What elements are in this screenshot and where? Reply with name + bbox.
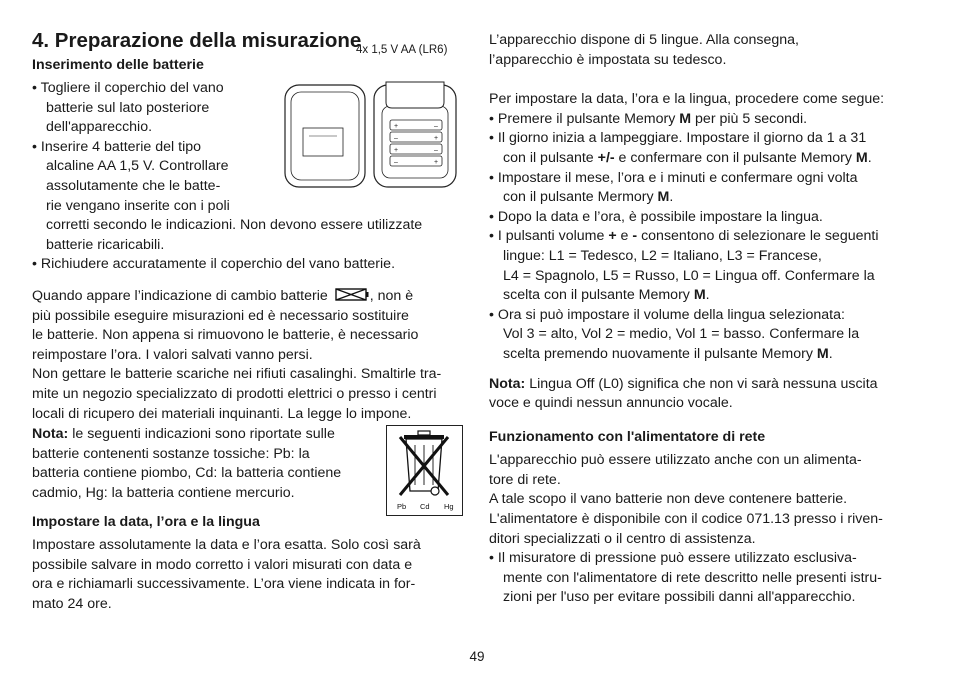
svg-text:–: – — [434, 123, 438, 130]
bin-label-hg: Hg — [444, 502, 454, 511]
step-4: • Dopo la data e l’ora, è possibile impostare la lingua. — [489, 208, 823, 225]
right-column: L’apparecchio dispone di 5 lingue. Alla consegna, l’apparecchio è impostata su tedesco. Per impostare la data, l’ora e la lingua, procedere come segue: • Premere il pulsante Memory M per più 5 secondi. • Il giorno inizia a lampeggiare. Impostare il giorno da 1 a 31 con il pulsante +/- e confermare con il pulsante Memory M. • Impostare il mese, l’ora e i minuti e confermare ogni volta con il pulsante Mermory M. • Dopo la data e l’ora, è possibile impostare la lingua. • I pulsanti volume + e - consentono di selezionare le seguenti lingue: L1 = Tedesco, L2 = Italiano, L3 = Francese, L4 = Spagnolo, L5 = Russo, L0 = Lingua off. Confermare la scelta con il pulsante Memory M. • Ora si può impostare il volume della lingua selezionata: Vol 3 = alto, Vol 2 = medio, Vol 1 = basso. Confermare la scelta premendo nuovamente il pulsante Memory M. Nota: Lingua Off (L0) significa che non vi sarà nessuna uscita voce e quindi nessun annuncio vocale. Funzionamento con l'alimentatore di rete L'apparecchio può essere utilizzato anche con un alimenta- tore di rete. A tale scopo il vano batterie non deve contenere batterie. L'alimentatore è disponibile con il codice 071.13 presso i riven- ditori specializzati o il centro di assistenza. • Il misuratore di pressione può essere utilizzato esclusiva- mente con l'alimentatore di rete descritto nelle presenti istru- zioni per l'uso per evitare possibili danni all'apparecchio. — [489, 31, 929, 608]
svg-text:–: – — [394, 135, 398, 142]
svg-text:+: + — [394, 123, 399, 130]
bin-label-pb: Pb — [397, 502, 407, 511]
svg-text:+: + — [434, 159, 439, 166]
datetime-title: Impostare la data, l’ora e la lingua — [32, 514, 260, 530]
insert-title: Inserimento delle batterie — [32, 57, 204, 73]
insert-bullet-1: • Togliere il coperchio del vano batterie sul lato posteriore dell'apparecchio. • Inserire 4 batterie del tipo alcaline AA 1,5 V. Controllare assolutamente che le batte- rie vengano inserite con i poli corretti secondo le indicazioni. Non devono essere utilizzate batterie ricaricabili. • Richiudere accuratamente il coperchio del vano batterie. — [32, 80, 423, 273]
bin-label-cd: Cd — [420, 502, 430, 511]
step-5: • I pulsanti volume + e - consentono di selezionare le seguenti — [489, 228, 879, 245]
battery-change-icon — [334, 287, 370, 302]
nota-toxic: Nota: le seguenti indicazioni sono riportate sulle batterie contenenti sostanze tossiche: Pb: la batteria contiene piombo, Cd: la batteria contiene cadmio, Hg: la batteria contiene mercurio. — [32, 426, 342, 501]
step-6: • Ora si può impostare il volume della lingua selezionata: — [489, 306, 845, 323]
step-2: • Il giorno inizia a lampeggiare. Impostare il giorno da 1 a 31 — [489, 130, 867, 147]
svg-text:–: – — [434, 147, 438, 154]
adapter-title: Funzionamento con l'alimentatore di rete — [489, 428, 766, 445]
crossed-bin-icon — [386, 425, 463, 516]
step-3: • Impostare il mese, l’ora e i minuti e confermare ogni volta — [489, 169, 858, 186]
svg-text:–: – — [394, 159, 398, 166]
datetime-paragraph: Impostare assolutamente la data e l’ora esatta. Solo così sarà possibile salvare in modo corretto i valori misurati con data e ora e richiamarli successivamente. L’ora viene indicata in for- mato 24 ore. — [32, 537, 421, 612]
page-number: 49 — [469, 649, 485, 664]
nota-language: Nota: Lingua Off (L0) significa che non vi sarà nessuna uscita — [489, 375, 878, 392]
battery-change-paragraph: Quando appare l’indicazione di cambio batterie , non è più possibile eseguire misurazioni ed è necessario sostituire le batterie. Non appena si rimuovono le batterie, è necessario reimpostare l’ora. I valori salvati vanno persi. Non gettare le batterie scariche nei rifiuti casalinghi. Smaltirle tra- mite un negozio specializzato di prodotti elettrici o presso i centri locali di ricupero dei materiali inquinanti. La legge lo impone. — [32, 288, 442, 422]
svg-text:+: + — [394, 147, 399, 154]
battery-caption: 4x 1,5 V AA (LR6) — [356, 44, 448, 56]
step-1: • Premere il pulsante Memory M per più 5 secondi. — [489, 110, 808, 127]
section-heading: 4. Preparazione della misurazione — [32, 29, 362, 52]
battery-compartment-illustration — [282, 80, 462, 192]
svg-text:+: + — [434, 135, 439, 142]
